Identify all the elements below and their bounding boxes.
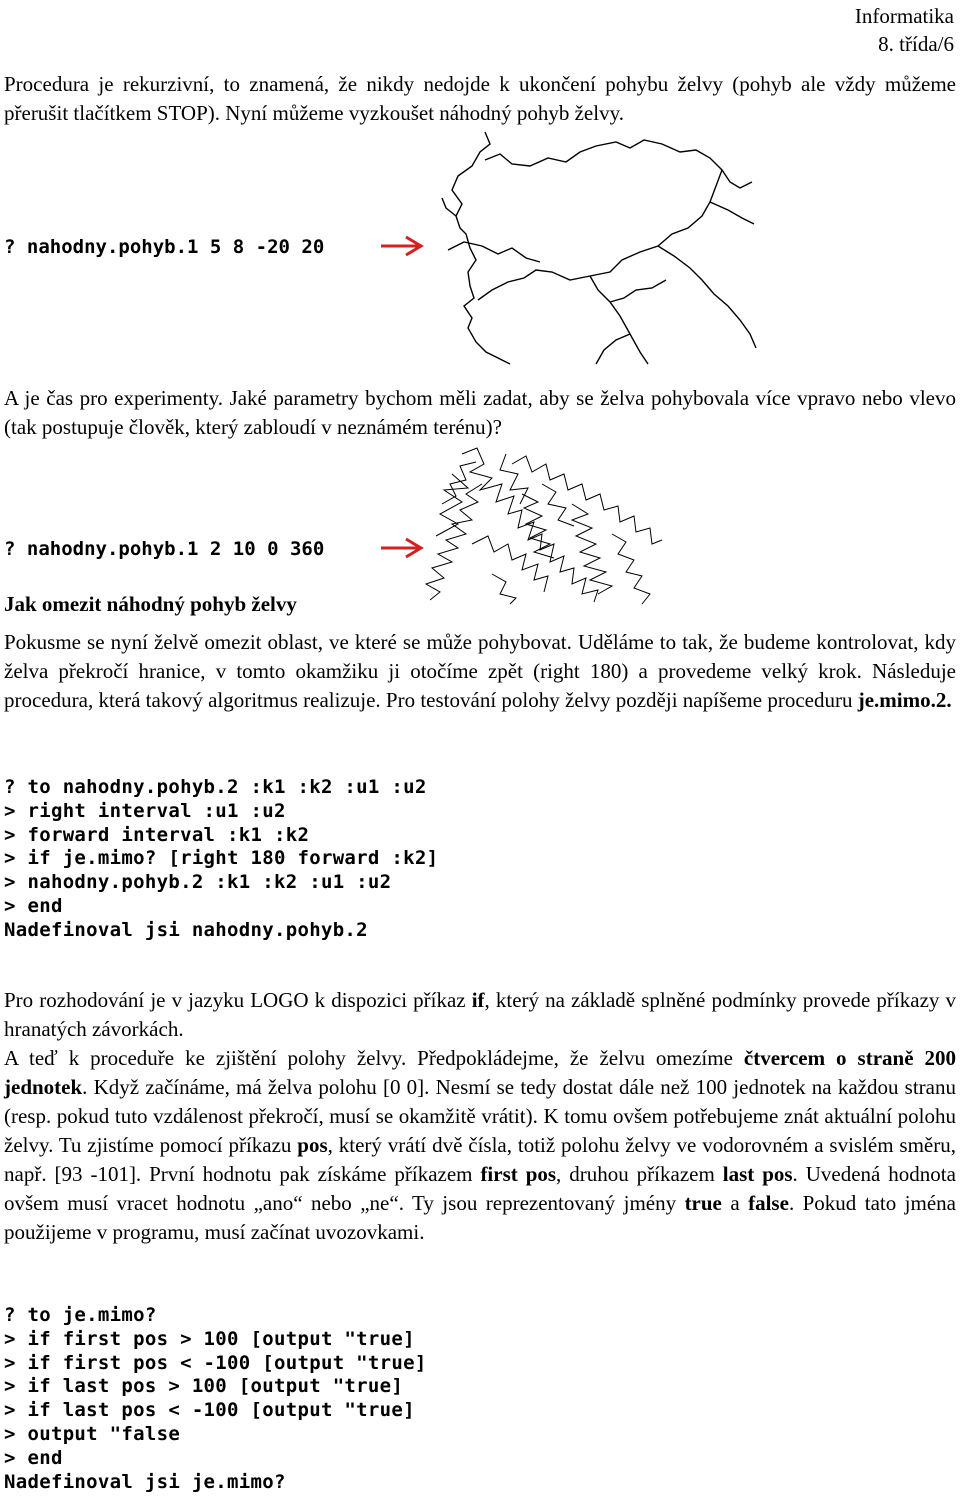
code-line: > right interval :u1 :u2 xyxy=(4,799,286,822)
code-line: Nadefinoval jsi je.mimo? xyxy=(4,1470,286,1493)
arrow-icon xyxy=(380,234,424,258)
section-heading: Jak omezit náhodný pohyb želvy xyxy=(4,592,297,616)
keyword: pos xyxy=(297,1133,328,1157)
keyword: true xyxy=(684,1191,722,1215)
keyword: false xyxy=(748,1191,789,1215)
code-line: ? to nahodny.pohyb.2 :k1 :k2 :u1 :u2 xyxy=(4,776,427,798)
intro-paragraph: Procedura je rekurzivní, to znamená, že nikdy nedojde k ukončení pohybu želvy (pohyb ale vždy můžeme přerušit tlačítkem STOP). Nyní můžeme vyzkoušet náhodný pohyb želvy. xyxy=(4,72,956,125)
pos-paragraph xyxy=(4,1044,956,1247)
text-span: . Pokud tato jména použijeme v programu, musí začínat uvozovkami. xyxy=(4,1191,956,1244)
text-span: . Uvedená hodnota ovšem musí vracet hodnotu „ano“ nebo „ne“. Ty jsou reprezentovaný jmény xyxy=(4,1162,956,1215)
header-subject: Informatika xyxy=(854,4,954,28)
code-line: > nahodny.pohyb.2 :k1 :k2 :u1 :u2 xyxy=(4,871,392,894)
code-line: > end xyxy=(4,894,63,917)
page-header xyxy=(855,2,954,58)
code-block-1 xyxy=(4,776,438,943)
code-line: > if first pos < -100 [output "true] xyxy=(4,1351,427,1374)
turtle-path-plot-1 xyxy=(440,130,760,366)
code-line: > output "false xyxy=(4,1422,181,1445)
code-block-2 xyxy=(4,1304,427,1494)
keyword: last pos xyxy=(722,1162,793,1186)
section-text: Pokusme se nyní želvě omezit oblast, ve které se může pohybovat. Uděláme to tak, že budeme kontrolovat, kdy želva překročí hranice, v tomto okamžiku ji otočíme zpět (right 180) a provedeme velký krok. Následuje procedura, která takový algoritmus realizuje. Pro testování polohy želvy později napíšeme proceduru xyxy=(4,630,956,712)
code-line: > forward interval :k1 :k2 xyxy=(4,823,310,846)
example2-command: ? nahodny.pohyb.1 2 10 0 360 xyxy=(4,538,325,560)
code-line: > if last pos > 100 [output "true] xyxy=(4,1375,404,1398)
text-span: a xyxy=(721,1191,749,1215)
header-class: 8. třída/6 xyxy=(878,32,954,56)
text-span: , který vrátí dvě čísla, totiž polohu želvy ve vodorovném a svislém směru, např. [93 -101]. První hodnotu pak získáme příkazem xyxy=(4,1133,956,1186)
section-paragraph xyxy=(4,628,956,715)
keyword: first pos xyxy=(480,1162,557,1186)
keyword: if xyxy=(471,988,485,1012)
code-line: > end xyxy=(4,1446,63,1469)
text-span: Pro rozhodování je v jazyku LOGO k dispozici příkaz xyxy=(4,988,472,1012)
code-line: Nadefinoval jsi nahodny.pohyb.2 xyxy=(4,918,368,941)
text-span: A teď k proceduře ke zjištění polohy želvy. Předpokládejme, že želvu omezíme xyxy=(4,1046,744,1070)
code-line: > if last pos < -100 [output "true] xyxy=(4,1399,415,1422)
text-span: , který na základě splněné podmínky provede příkazy v hranatých závorkách. xyxy=(4,988,956,1041)
experiment-paragraph: A je čas pro experimenty. Jaké parametry bychom měli zadat, aby se želva pohybovala více vpravo nebo vlevo (tak postupuje člověk, který zabloudí v neznámém terénu)? xyxy=(4,386,956,439)
code-line: > if first pos > 100 [output "true] xyxy=(4,1327,415,1350)
code-line: ? to je.mimo? xyxy=(4,1304,157,1326)
example1-command: ? nahodny.pohyb.1 5 8 -20 20 xyxy=(4,236,325,258)
arrow-icon xyxy=(380,536,424,560)
text-span: , druhou příkazem xyxy=(556,1162,723,1186)
procedure-name: je.mimo.2. xyxy=(857,688,952,712)
turtle-path-plot-2 xyxy=(422,444,666,606)
text-span: . Když začínáme, má želva polohu [0 0]. Nesmí se tedy dostat dále než 100 jednotek na každou stranu (resp. pokud tuto vzdálenost překročí, musí se okamžitě vrátit). K tomu ovšem potřebujeme znát aktuální polohu želvy. Tu zjistíme pomocí příkazu xyxy=(4,1075,956,1157)
code-line: > if je.mimo? [right 180 forward :k2] xyxy=(4,847,439,870)
if-paragraph xyxy=(4,986,956,1044)
keyword: čtvercem o straně 200 jednotek xyxy=(4,1046,957,1099)
